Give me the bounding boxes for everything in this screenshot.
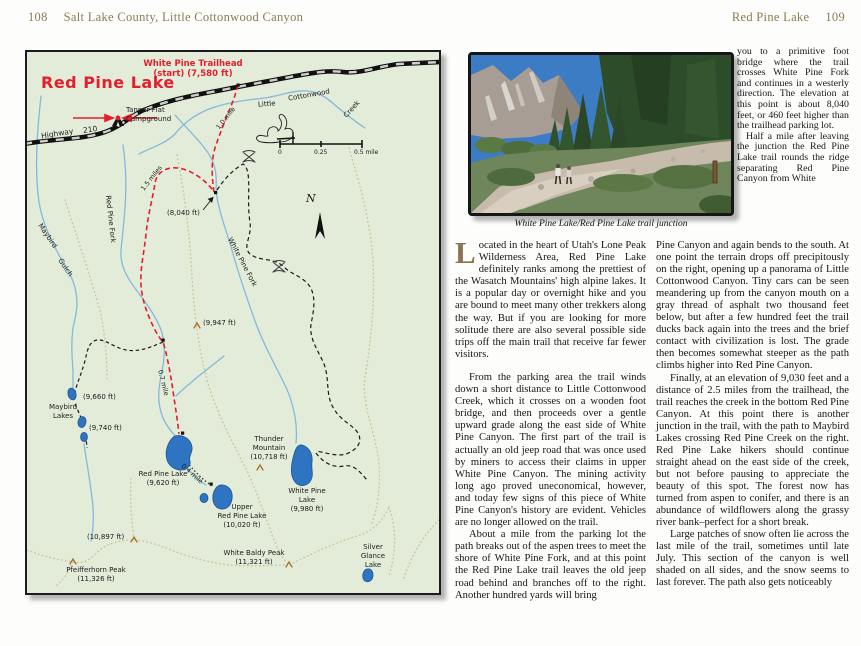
map-label-trailhead: White Pine Trailhead (start) (7,580 ft) [143, 59, 243, 79]
map-label-creek: Creek [342, 98, 362, 120]
paragraph-intro: Located in the heart of Utah's Lone Peak Wilderness Area, Red Pine Lake definitely ranks among the prettiest of the Wasatch Mountains' high alpine lakes. It is a popular day or overnight hike and you are bound to meet many other trekkers along the way. But if you are looking for more solitude there are also several possible side trips off the main trail that receive far fewer visitors. [455, 235, 646, 360]
map-label-cottonwood: Cottonwood [287, 87, 331, 103]
scale-half: 0.5 mile [354, 149, 379, 156]
map-label-mile-1-0: 1.0 mile [214, 105, 238, 132]
right-page-number: 109 [825, 10, 845, 24]
trail-junction-photo [468, 52, 734, 216]
right-page-column-2-top [737, 47, 849, 185]
elevation-pointer [203, 198, 213, 211]
map-label-little: Little [257, 99, 276, 109]
map-label-elev-9660: (9,660 ft) [83, 393, 116, 401]
right-page-header [732, 10, 845, 25]
right-page-title: Red Pine Lake [731, 10, 810, 24]
map-label-elev-9947: (9,947 ft) [203, 319, 236, 327]
paragraph-foot-bridge: you to a primitive foot bridge where the trail crosses White Pine Fork and continues in a westerly direction. The elevation at this point is about 8,040 feet, or 460 feet higher than the trailhead parking lot. [737, 46, 849, 132]
map-label-highway-number: 210 [82, 124, 98, 135]
north-arrow-icon [315, 212, 325, 239]
map-title: Red Pine Lake [41, 73, 175, 92]
map-label-white-pine-fork: White Pine Fork [225, 236, 259, 288]
map-label-highway: Highway [40, 126, 74, 141]
map-label-red-pine-fork: Red Pine Fork [104, 195, 117, 244]
map-label-mile-0-7: 0.7 mile [156, 369, 171, 397]
map-label-tanner-flat: Tanner Flat Campground [126, 106, 172, 123]
left-page-header [28, 10, 303, 25]
creeks [37, 91, 365, 541]
paragraph-finally: Finally, at an elevation of 9,030 feet and a distance of 2.5 miles from the trailhead, the trail reaches the creek in the bottom Red Pine Canyon. At this point there is another junction in the trail, with the path to Maybird Lakes crossing Red Pine Creek on the right. Red Pine Lake hikers should continue straight ahead on the east side of the creek, but not before pausing to appreciate the beauty of this spot. The forest now has turned from aspen to conifer, and there is an abundance of wildflowers along the grassy river bank–perfect for a short break. [656, 372, 849, 529]
paragraph-about-a-mile: About a mile from the parking lot the path breaks out of the aspen trees to meet the shore of White Pine Fork, and at this point the Red Pine Lake trail leaves the old jeep road behind and branches off to the right. Another hundred yards will bring [455, 529, 646, 601]
paragraph-half-a-mile: Half a mile after leaving the junction the Red Pine Lake trail rounds the ridge separating Red Pine Canyon from White [737, 130, 849, 185]
photo-scene [471, 55, 731, 213]
left-page-number: 108 [28, 10, 48, 24]
trail-post [713, 161, 717, 183]
map-label-maybird-gulch-2: Gulch [56, 257, 75, 279]
drop-cap: L [455, 235, 476, 270]
right-page-column-1 [455, 235, 646, 602]
map-label-white-pine-lake: White Pine Lake (9,980 ft) [288, 487, 326, 513]
north-label: N [306, 192, 316, 205]
map-label-upper-red-pine-lake: Upper Red Pine Lake (10,020 ft) [217, 503, 267, 529]
map-label-mile-1-5: 1.5 miles [139, 164, 164, 193]
map-label-elev-8040: (8,040 ft) [167, 209, 200, 217]
photo-caption: White Pine Lake/Red Pine Lake trail junction [514, 219, 688, 229]
paragraph-parking-area: From the parking area the trail winds down a short distance to Little Cottonwood Creek, which it crosses on a wooden foot bridge, and then proceeds over a gentle upward grade along the east side of White Pine Canyon. The first part of the trail is actually an old jeep road that was once used by miners to access their claims in upper White Pine Canyon. The mining activity long ago proved uneconomical, however, and today few signs of this piece of White Pine Canyon's history are evident. Vehicles are no longer allowed on the trail. [455, 371, 646, 529]
map-label-mile-0-4: 0.4 mile [179, 462, 205, 486]
map-label-red-pine-lake: Red Pine Lake (9,620 ft) [138, 470, 188, 487]
trail-map [25, 50, 441, 595]
left-page-title: Salt Lake County, Little Cottonwood Canyon [63, 10, 304, 24]
map-label-silver-glance-lake: Silver Glance Lake [360, 543, 386, 569]
map-label-maybird-gulch-1: Maybird [36, 222, 59, 250]
paragraph-snow-patches: Large patches of snow often lie across the last mile of the trail, sometimes until late July. This section of the canyon is well shaded on all sides, and the snow seems to last forever. The path also gets noticeably [656, 529, 849, 589]
paragraph-pine-canyon: Pine Canyon and again bends to the south. At one point the terrain drops off precipitously on the right, opening up a panorama of Little Cottonwood Canyon. Tiny cars can be seen meandering up from the canyon mouth on a gray thread of asphalt two thousand feet below, but after a few hundred feet the trail ducks back again into the trees and the brief contact with civilization is lost. The grade then becomes somewhat steeper as the path climbs higher into Red Pine Canyon. [656, 240, 849, 372]
map-label-elev-9740: (9,740 ft) [89, 424, 122, 432]
map-label-elev-10897: (10,897 ft) [87, 533, 125, 541]
right-page-column-2-bottom [656, 240, 849, 589]
map-label-white-baldy-peak: White Baldy Peak (11,321 ft) [223, 549, 285, 566]
map-label-pfeifferhorn-peak: Pfeifferhorn Peak (11,326 ft) [66, 566, 126, 583]
map-label-thunder-mountain: Thunder Mountain (10,718 ft) [250, 435, 288, 461]
red-pine-trail [141, 85, 238, 434]
map-label-maybird-lakes: Maybird Lakes [48, 403, 78, 420]
scale-zero: 0 [278, 149, 282, 156]
scale-quarter: 0.25 [314, 149, 328, 156]
white-pine-trail [217, 164, 367, 480]
